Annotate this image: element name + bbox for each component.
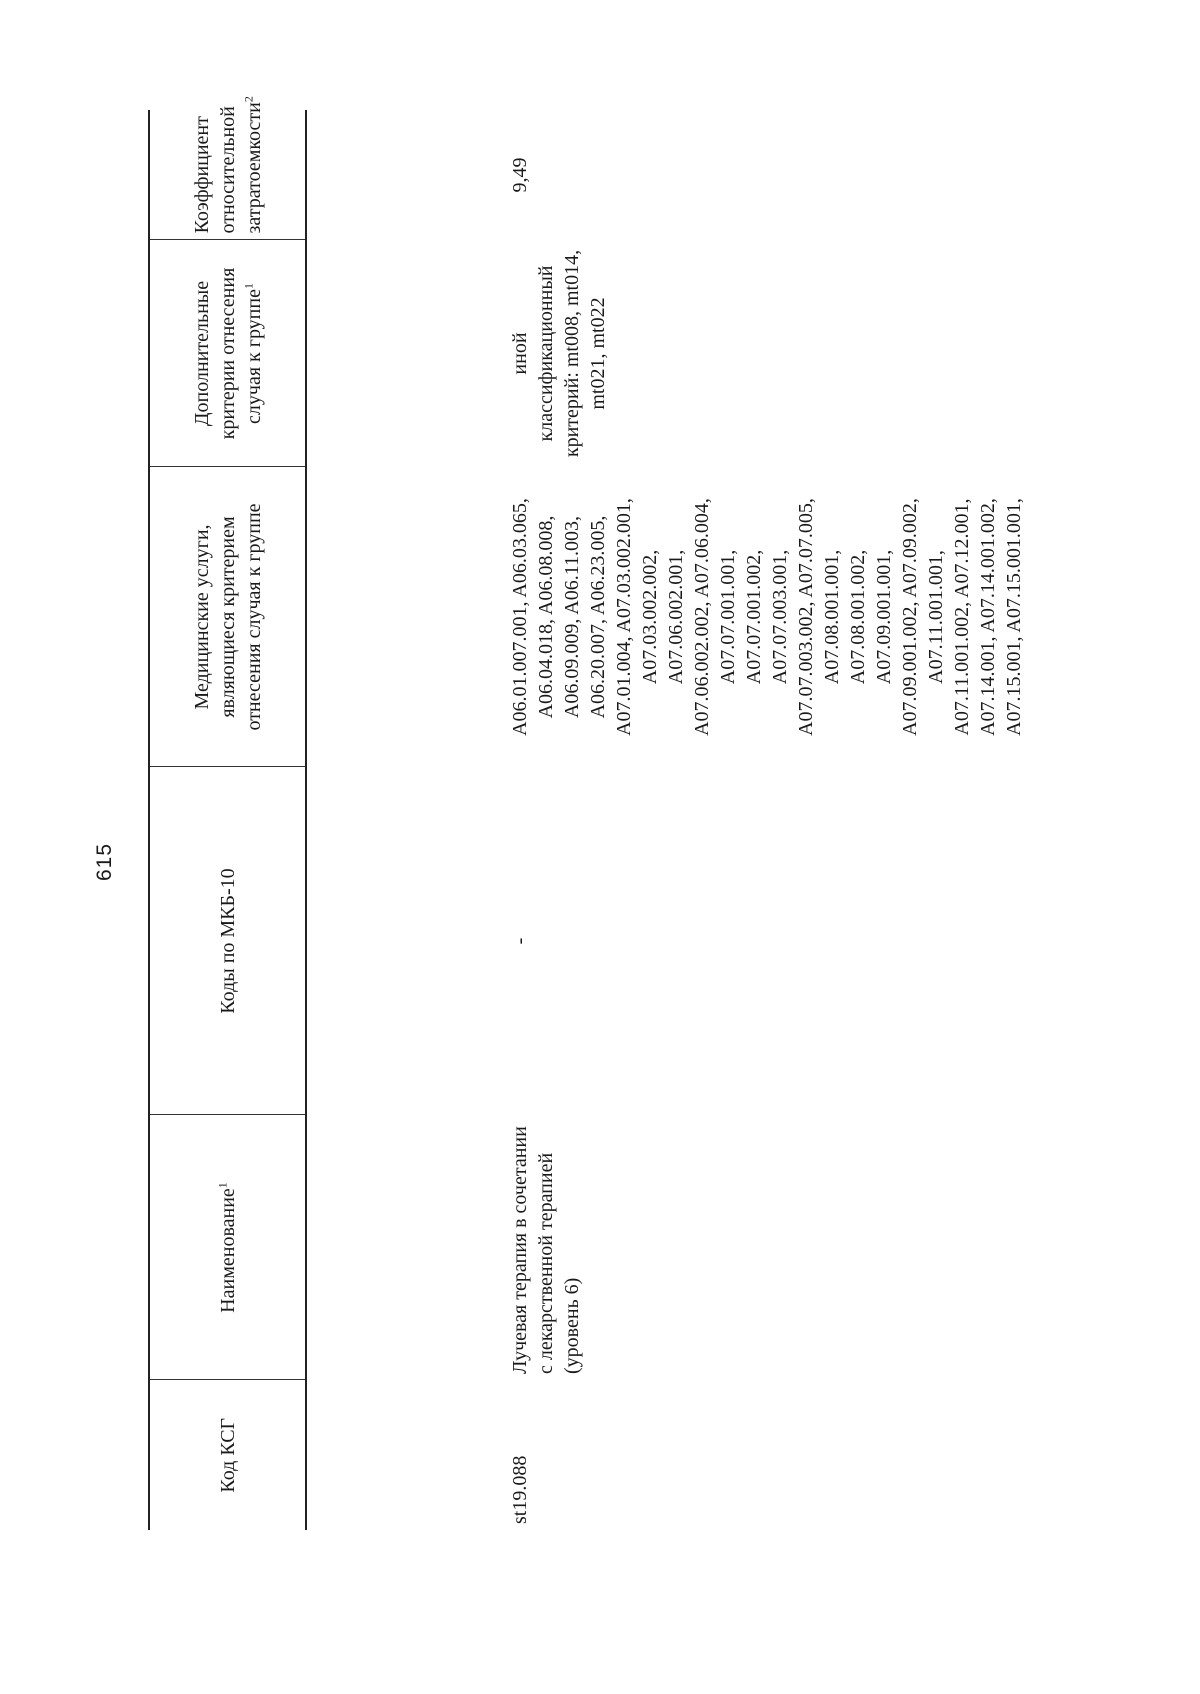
- ksg-table-sheet: [148, 96, 1048, 1530]
- service-line: A06.01.007.001, A06.03.065,: [509, 498, 531, 736]
- header-services: Медицинские услуги, являющиеся критерием отнесения случая к группе: [149, 467, 306, 767]
- mkb-codes: -: [509, 937, 531, 945]
- service-line: A07.11.001.002, A07.12.001,: [951, 498, 973, 736]
- service-line: A06.09.009, A06.11.003,: [561, 515, 583, 719]
- header-coef: Коэффициент относительной затратоемкости$^2$: [149, 110, 306, 240]
- header-criteria-footnote: 1: [240, 283, 255, 290]
- service-line: A07.06.002.002, A07.06.004,: [691, 498, 713, 736]
- service-line: A06.20.007, A06.23.005,: [587, 515, 609, 719]
- services-list: [507, 467, 1027, 767]
- service-line: A07.11.001.001,: [925, 550, 947, 684]
- service-line: A06.04.018, A06.08.008,: [535, 515, 557, 719]
- service-line: A07.08.001.001,: [821, 549, 843, 685]
- service-line: A07.08.001.002,: [847, 549, 869, 685]
- table-header: [149, 96, 306, 1530]
- service-line: A07.03.002.002,: [639, 549, 661, 685]
- cost-coefficient: 9,49: [509, 157, 531, 193]
- ksg-name: Лучевая терапия в сочетании с лекарственной терапией (уровень 6): [509, 1126, 583, 1374]
- header-criteria: Дополнительные критерии отнесения случая к группе$^1$: [149, 240, 306, 467]
- header-code: Код КСГ: [149, 1380, 306, 1530]
- service-line: A07.07.001.002,: [743, 549, 765, 685]
- service-line: A07.07.001.001,: [717, 549, 739, 685]
- header-mkb: Коды по МКБ-10: [149, 767, 306, 1115]
- header-coef-footnote: 2: [240, 96, 255, 103]
- service-line: A07.07.003.001,: [769, 549, 791, 685]
- page-number: 615: [93, 842, 117, 882]
- service-line: A07.09.001.002, A07.09.002,: [899, 498, 921, 736]
- service-line: A07.06.002.001,: [665, 549, 687, 685]
- service-line: A07.09.001.001,: [873, 549, 895, 685]
- service-line: A07.07.003.002, A07.07.005,: [795, 498, 817, 736]
- service-line: A07.14.001, A07.14.001.002,: [977, 498, 999, 736]
- header-name: Наименование$^1$: [149, 1115, 306, 1380]
- table-row: [507, 110, 1027, 1530]
- header-name-footnote: 1: [214, 1182, 229, 1189]
- additional-criteria: иной классификационный критерий: mt008, mt014, mt021, mt022: [509, 249, 609, 458]
- ksg-code: st19.088: [509, 1455, 531, 1524]
- service-line: A07.01.004, A07.03.002.001,: [613, 498, 635, 736]
- service-line: A07.15.001, A07.15.001.001,: [1003, 498, 1025, 736]
- ksg-table: [148, 96, 1027, 1530]
